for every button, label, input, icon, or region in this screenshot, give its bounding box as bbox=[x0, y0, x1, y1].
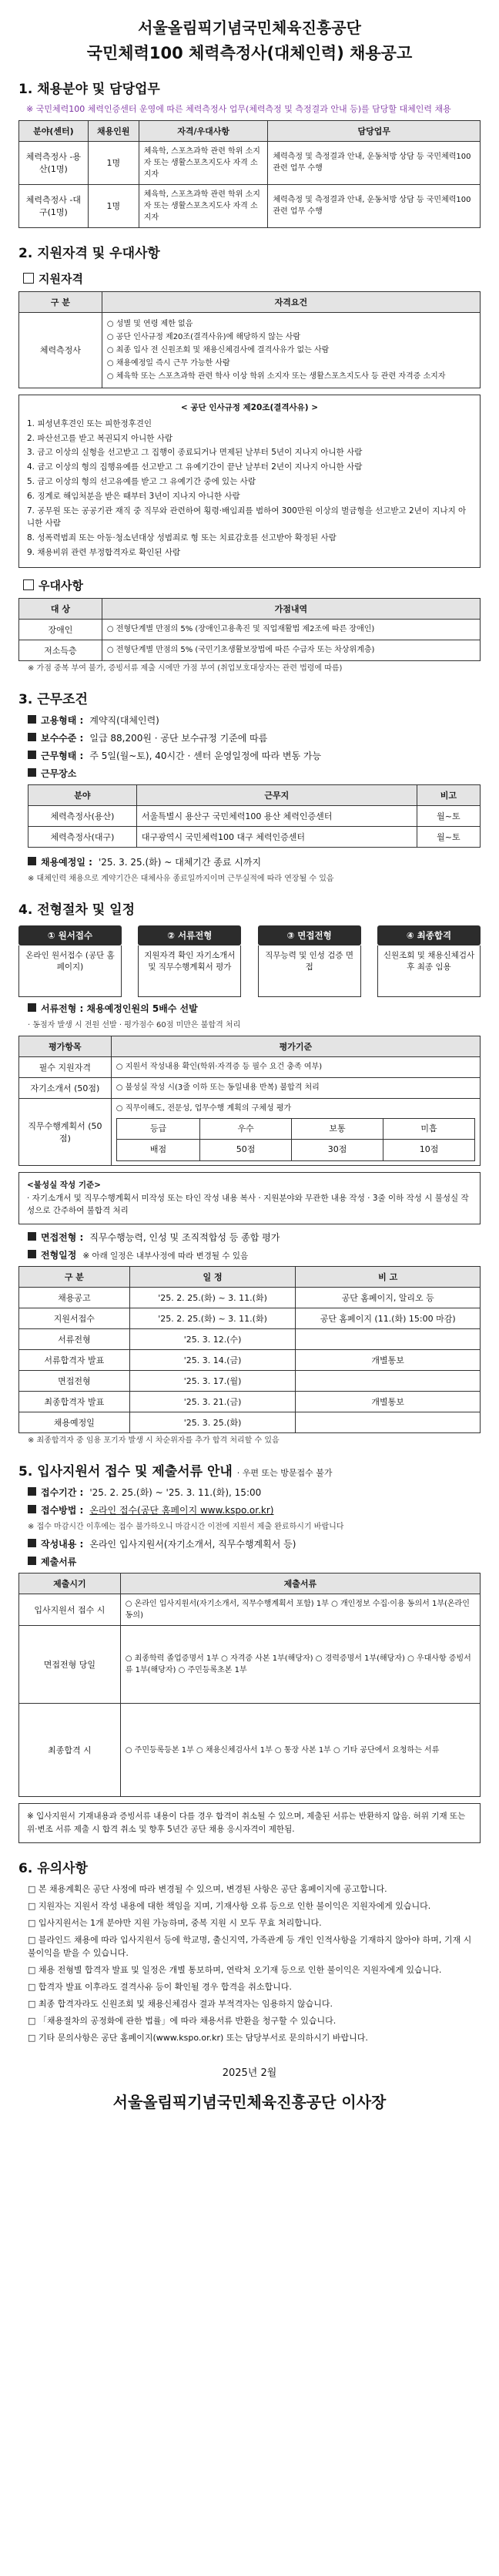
bullet-icon bbox=[28, 1539, 36, 1547]
cell: 체육학, 스포츠과학 관련 학위 소지자 또는 생활스포츠지도사 자격 소지자 bbox=[139, 141, 268, 184]
table-row bbox=[19, 619, 481, 640]
table-row bbox=[19, 1077, 481, 1098]
table-row bbox=[19, 1594, 481, 1626]
table-header-row bbox=[19, 598, 481, 619]
interview-row bbox=[28, 1231, 481, 1244]
table-header: 담당업무 bbox=[268, 120, 481, 141]
condition-label: 보수수준 : bbox=[41, 732, 84, 744]
table-header: 구 분 bbox=[19, 291, 102, 312]
condition-row bbox=[28, 767, 481, 780]
condition-row bbox=[28, 855, 481, 868]
table-header: 비고 bbox=[417, 784, 480, 805]
list-item: 2. 파산선고를 받고 복권되지 아니한 사람 bbox=[27, 433, 172, 443]
cell bbox=[296, 1412, 481, 1433]
form-label: 작성내용 : bbox=[41, 1539, 84, 1550]
cell: 저소득층 bbox=[19, 640, 102, 660]
section-4-title: 4. 전형절차 및 일정 bbox=[18, 902, 135, 918]
table-header: 일 정 bbox=[129, 1267, 296, 1288]
cell bbox=[296, 1371, 481, 1392]
condition-row bbox=[28, 714, 481, 727]
preference-table bbox=[18, 598, 481, 661]
table-row bbox=[19, 1371, 481, 1392]
schedule-footnote: ※ 최종합격자 중 임용 포기자 발생 시 차순위자를 추가 합격 처리할 수 있음 bbox=[28, 1436, 280, 1446]
step-desc: 온라인 원서접수 (공단 홈페이지) bbox=[18, 945, 122, 997]
eval-criteria: ○ 직무이해도, 전문성, 업무수행 계획의 구체성 평가 bbox=[116, 1103, 292, 1113]
condition-row bbox=[28, 731, 481, 744]
org-name: 서울올림픽기념국민체육진흥공단 bbox=[138, 18, 361, 37]
table-header: 근무지 bbox=[136, 784, 417, 805]
table-row bbox=[19, 312, 481, 388]
cell: 직무수행계획서 (50점) bbox=[19, 1098, 112, 1165]
subsection-label: 지원자격 bbox=[39, 271, 83, 286]
location-table bbox=[28, 784, 481, 848]
table-header: 채용인원 bbox=[88, 120, 139, 141]
bullet-icon bbox=[28, 857, 36, 865]
list-item: □ 입사지원서는 1개 분야만 지원 가능하며, 중복 지원 시 모두 무효 처리합니다. bbox=[28, 1917, 322, 1928]
list-item: 6. 징계로 해임처분을 받은 때부터 3년이 지나지 아니한 사람 bbox=[27, 491, 240, 501]
cell: 10점 bbox=[383, 1140, 475, 1161]
process-flow bbox=[18, 925, 481, 997]
condition-label: 채용예정일 : bbox=[41, 856, 92, 868]
box-text: · 자기소개서 및 직무수행계획서 미작성 또는 타인 작성 내용 복사 · 지원분야와 무관한 내용 작성 · 3줄 이하 작성 시 불성실 작성으로 간주하여 불합격 처리 bbox=[27, 1193, 469, 1216]
cell: ○ 불성실 작성 시(3줄 이하 또는 동일내용 반복) 불합격 처리 bbox=[111, 1077, 480, 1098]
cell: ○ 전형단계별 만점의 5% (장애인고용촉진 및 직업재활법 제2조에 따른 장애인) bbox=[102, 619, 480, 640]
cell: '25. 3. 25.(화) bbox=[129, 1412, 296, 1433]
cell: 면접전형 bbox=[19, 1371, 130, 1392]
cell: 등급 bbox=[116, 1118, 199, 1140]
screening-title: 서류전형 : 채용예정인원의 5배수 선발 bbox=[41, 1003, 198, 1014]
apply-label: 접수기간 : bbox=[41, 1487, 84, 1499]
cell: '25. 3. 14.(금) bbox=[129, 1350, 296, 1371]
section-1-title: 1. 채용분야 및 담당업무 bbox=[18, 82, 160, 97]
step-desc: 직무능력 및 인성 검증 면접 bbox=[258, 945, 361, 997]
table-row bbox=[19, 1704, 481, 1797]
table-header-row bbox=[19, 1573, 481, 1594]
announcement-date: 2025년 2월 bbox=[222, 2067, 277, 2080]
box-title: < 공단 인사규정 제20조(결격사유) > bbox=[180, 402, 319, 412]
table-header-row bbox=[19, 120, 481, 141]
bullet-icon bbox=[28, 1232, 36, 1241]
cell: '25. 3. 21.(금) bbox=[129, 1392, 296, 1412]
cell: 50점 bbox=[200, 1140, 292, 1161]
table-row bbox=[19, 184, 481, 227]
header bbox=[18, 15, 481, 64]
cell: 대구광역시 국민체력100 대구 체력인증센터 bbox=[136, 826, 417, 847]
list-item: 7. 공무원 또는 공공기관 재직 중 직무와 관련하여 횡령·배임죄를 범하여 300만원 이상의 벌금형을 선고받고 2년이 지나지 아니한 사람 bbox=[27, 505, 467, 529]
cell: 월~토 bbox=[417, 805, 480, 826]
process-step bbox=[18, 925, 122, 997]
table-row bbox=[116, 1140, 474, 1161]
table-row bbox=[19, 1056, 481, 1077]
cell: ○ 지원서 작성내용 확인(학위·자격증 등 필수 요건 충족 여부) bbox=[111, 1056, 480, 1077]
apply-row bbox=[28, 1486, 481, 1499]
condition-value: '25. 3. 25.(화) ~ 대체기간 종료 시까지 bbox=[98, 856, 262, 868]
section-5-label: 5. 입사지원서 접수 및 제출서류 안내 bbox=[18, 1464, 233, 1480]
table-row bbox=[19, 1329, 481, 1350]
table-row bbox=[19, 1308, 481, 1329]
positions-table bbox=[18, 120, 481, 228]
cell: 체력측정사(대구) bbox=[28, 826, 137, 847]
checkbox-icon bbox=[23, 273, 34, 284]
list-item: ○ 성별 및 연령 제한 없음 bbox=[106, 319, 193, 328]
interview-value: 직무수행능력, 인성 및 조직적합성 등 종합 평가 bbox=[89, 1232, 280, 1244]
apply-row bbox=[28, 1503, 481, 1516]
cell: '25. 3. 17.(월) bbox=[129, 1371, 296, 1392]
cell: ○ 최종학력 졸업증명서 1부 ○ 자격증 사본 1부(해당자) ○ 경력증명서 1부(해당자) ○ 우대사항 증빙서류 1부(해당자) ○ 주민등록초본 1부 bbox=[120, 1626, 480, 1704]
bullet-icon bbox=[28, 1003, 36, 1012]
form-value: 온라인 입사지원서(자기소개서, 직무수행계획서 등) bbox=[89, 1539, 296, 1550]
apply-value: '25. 2. 25.(화) ~ '25. 3. 11.(화), 15:00 bbox=[89, 1487, 262, 1499]
cell: 체력측정사 -용산(1명) bbox=[19, 141, 89, 184]
cell: 최종합격 시 bbox=[19, 1704, 121, 1797]
docs-row bbox=[28, 1555, 481, 1568]
step-name: ② 서류전형 bbox=[138, 925, 241, 945]
cell: 체력측정 및 측정결과 안내, 운동처방 상담 등 국민체력100 관련 업무 수행 bbox=[268, 184, 481, 227]
cell: ○ 전형단계별 만점의 5% (국민기초생활보장법에 따른 수급자 또는 차상위계층) bbox=[102, 640, 480, 660]
bullet-icon bbox=[28, 1505, 36, 1513]
table-row bbox=[19, 640, 481, 660]
screening-row bbox=[28, 1002, 481, 1015]
cell: 채용예정일 bbox=[19, 1412, 130, 1433]
bullet-icon bbox=[28, 1250, 36, 1258]
cell: 우수 bbox=[200, 1118, 292, 1140]
table-header: 분야(센터) bbox=[19, 120, 89, 141]
subsection-title bbox=[23, 577, 481, 593]
cell bbox=[111, 1098, 480, 1165]
table-header: 가점내역 bbox=[102, 598, 480, 619]
cell bbox=[296, 1329, 481, 1350]
list-item: ○ 체육학 또는 스포츠과학 관련 학사 이상 학위 소지자 또는 생활스포츠지도사 등 관련 자격증 소지자 bbox=[106, 371, 446, 381]
table-row bbox=[19, 1350, 481, 1371]
evaluation-table bbox=[18, 1036, 481, 1166]
cell: 면접전형 당일 bbox=[19, 1626, 121, 1704]
table-row bbox=[28, 805, 481, 826]
notice-list bbox=[28, 1882, 481, 2044]
condition-label: 근무형태 : bbox=[41, 750, 84, 761]
qualification-table bbox=[18, 291, 481, 388]
section-5-title bbox=[18, 1460, 481, 1479]
box-title: <불성실 작성 기준> bbox=[27, 1180, 101, 1190]
table-row bbox=[116, 1118, 474, 1140]
bullet-icon bbox=[28, 751, 36, 759]
condition-value: 일급 88,200원 · 공단 보수규정 기준에 따름 bbox=[89, 732, 268, 744]
table-header: 자격요건 bbox=[102, 291, 480, 312]
section-6-title: 6. 유의사항 bbox=[18, 1860, 88, 1876]
process-step bbox=[377, 925, 481, 997]
screening-note: · 동점자 발생 시 전원 선발 · 평가점수 60점 미만은 불합격 처리 bbox=[28, 1020, 241, 1029]
table-header-row bbox=[19, 1267, 481, 1288]
section-2-title: 2. 지원자격 및 우대사항 bbox=[18, 245, 160, 261]
bullet-icon bbox=[28, 1487, 36, 1496]
list-item: □ 합격자 발표 이후라도 결격사유 등이 확인될 경우 합격을 취소합니다. bbox=[28, 1981, 292, 1992]
table-row bbox=[19, 1392, 481, 1412]
form-row bbox=[28, 1537, 481, 1550]
section-3-title: 3. 근무조건 bbox=[18, 691, 88, 707]
qualification-list bbox=[102, 312, 480, 388]
cell: 필수 지원자격 bbox=[19, 1056, 112, 1077]
cell: 보통 bbox=[292, 1118, 383, 1140]
signature: 서울올림픽기념국민체육진흥공단 이사장 bbox=[112, 2093, 387, 2112]
period-note: ※ 대체인력 채용으로 계약기간은 대체사유 종료일까지이며 근무실적에 따라 연장될 수 있음 bbox=[28, 874, 334, 883]
docs-label: 제출서류 bbox=[41, 1557, 77, 1568]
table-row bbox=[19, 1098, 481, 1165]
interview-label: 면접전형 : bbox=[41, 1232, 84, 1244]
section-1-note: ※ 국민체력100 체력인증센터 운영에 따른 체력측정사 업무(체력측정 및 측정결과 안내 등)를 담당할 대체인력 채용 bbox=[26, 104, 451, 114]
cell: 30점 bbox=[292, 1140, 383, 1161]
condition-label: 근무장소 bbox=[41, 767, 77, 779]
cell: 체력측정사(용산) bbox=[28, 805, 137, 826]
schedule-label: 전형일정 bbox=[41, 1250, 77, 1261]
cell: 1명 bbox=[88, 184, 139, 227]
cell: 체력측정사 -대구(1명) bbox=[19, 184, 89, 227]
list-item: 4. 금고 이상의 형의 집행유예를 선고받고 그 유예기간이 끝난 날부터 2년이 지나지 아니한 사람 bbox=[27, 462, 363, 472]
subsection-title bbox=[23, 270, 481, 287]
apply-link[interactable]: 온라인 접수(공단 홈페이지 www.kspo.or.kr) bbox=[89, 1505, 274, 1516]
checkbox-icon bbox=[23, 579, 34, 590]
cell: ○ 주민등록등본 1부 ○ 채용신체검사서 1부 ○ 통장 사본 1부 ○ 기타 공단에서 요청하는 서류 bbox=[120, 1704, 480, 1797]
list-item: □ 최종 합격자라도 신원조회 및 채용신체검사 결과 부적격자는 임용하지 않습니다. bbox=[28, 1999, 333, 2010]
grade-table bbox=[116, 1118, 475, 1161]
section-5-note: · 우편 또는 방문접수 불가 bbox=[236, 1468, 333, 1479]
step-desc: 신원조회 및 채용신체검사 후 최종 임용 bbox=[377, 945, 481, 997]
table-header: 비 고 bbox=[296, 1267, 481, 1288]
cell: 입사지원서 접수 시 bbox=[19, 1594, 121, 1626]
step-name: ① 원서접수 bbox=[18, 925, 122, 945]
list-item: □ 지원자는 지원서 작성 내용에 대한 책임을 지며, 기재사항 오류 등으로 인한 불이익은 지원자에게 있습니다. bbox=[28, 1900, 431, 1911]
process-step bbox=[258, 925, 361, 997]
schedule-note: ※ 아래 일정은 내부사정에 따라 변경될 수 있음 bbox=[82, 1251, 249, 1261]
table-header-row bbox=[19, 291, 481, 312]
cell: 지원서접수 bbox=[19, 1308, 130, 1329]
table-row bbox=[19, 141, 481, 184]
list-item: □ 기타 문의사항은 공단 홈페이지(www.kspo.or.kr) 또는 담당부서로 문의하시기 바랍니다. bbox=[28, 2033, 368, 2044]
table-header: 제출시기 bbox=[19, 1573, 121, 1594]
apply-fine: ※ 접수 마감시간 이후에는 접수 불가하오니 마감시간 이전에 지원서 제출 완료하시기 바랍니다 bbox=[28, 1523, 344, 1532]
cell: 1명 bbox=[88, 141, 139, 184]
condition-value: 계약직(대체인력) bbox=[89, 714, 159, 726]
cell: 채용공고 bbox=[19, 1288, 130, 1308]
preference-note: ※ 가점 중복 부여 불가, 증빙서류 제출 시에만 가점 부여 (취업보호대상자는 관련 법령에 따름) bbox=[28, 663, 343, 673]
table-header-row bbox=[19, 1036, 481, 1056]
cell: 개별통보 bbox=[296, 1392, 481, 1412]
cell: 최종합격자 발표 bbox=[19, 1392, 130, 1412]
table-header: 제출서류 bbox=[120, 1573, 480, 1594]
cell: ○ 온라인 입사지원서(자기소개서, 직무수행계획서 포함) 1부 ○ 개인정보 수집·이용 동의서 1부(온라인 동의) bbox=[120, 1594, 480, 1626]
cell: 배점 bbox=[116, 1140, 199, 1161]
page-title: 국민체력100 체력측정사(대체인력) 채용공고 bbox=[86, 44, 413, 62]
cell: 체력측정 및 측정결과 안내, 운동처방 상담 등 국민체력100 관련 업무 수행 bbox=[268, 141, 481, 184]
cell: '25. 3. 12.(수) bbox=[129, 1329, 296, 1350]
table-header: 구 분 bbox=[19, 1267, 130, 1288]
list-item: □ 채용 전형별 합격자 발표 및 일정은 개별 통보하며, 연락처 오기재 등으로 인한 불이익은 지원자에게 있습니다. bbox=[28, 1964, 442, 1975]
cell: 체육학, 스포츠과학 관련 학위 소지자 또는 생활스포츠지도사 자격 소지자 bbox=[139, 184, 268, 227]
list-item: 9. 채용비위 관련 부정합격자로 확인된 사람 bbox=[27, 547, 181, 557]
cell: 개별통보 bbox=[296, 1350, 481, 1371]
process-step bbox=[138, 925, 241, 997]
table-header: 평가기준 bbox=[111, 1036, 480, 1056]
disqualification-box bbox=[18, 395, 481, 568]
schedule-row bbox=[28, 1248, 481, 1261]
condition-label: 고용형태 : bbox=[41, 714, 84, 726]
cell: 공단 홈페이지, 알리오 등 bbox=[296, 1288, 481, 1308]
list-item: □ 블라인드 채용에 따라 입사지원서 등에 학교명, 출신지역, 가족관계 등 개인 인적사항을 기재하지 않아야 하며, 기재 시 불이익을 받을 수 있습니다. bbox=[28, 1934, 472, 1958]
step-name: ④ 최종합격 bbox=[377, 925, 481, 945]
schedule-table bbox=[18, 1266, 481, 1433]
cell: 월~토 bbox=[417, 826, 480, 847]
cell: 서류합격자 발표 bbox=[19, 1350, 130, 1371]
condition-row bbox=[28, 749, 481, 762]
condition-value: 주 5일(월~토), 40시간 · 센터 운영일정에 따라 변동 가능 bbox=[89, 750, 322, 761]
cell: 공단 홈페이지 (11.(화) 15:00 마감) bbox=[296, 1308, 481, 1329]
cell: 미흡 bbox=[383, 1118, 475, 1140]
table-header: 분야 bbox=[28, 784, 137, 805]
bullet-icon bbox=[28, 1557, 36, 1565]
cell: 체력측정사 bbox=[19, 312, 102, 388]
cell: '25. 2. 25.(화) ~ 3. 11.(화) bbox=[129, 1288, 296, 1308]
apply-label: 접수방법 : bbox=[41, 1505, 84, 1516]
invalid-criteria-box bbox=[18, 1172, 481, 1224]
list-item: 3. 금고 이상의 실형을 선고받고 그 집행이 종료되거나 면제된 날부터 5년이 지나지 아니한 사람 bbox=[27, 448, 363, 458]
list-item: 8. 성폭력범죄 또는 아동·청소년대상 성범죄로 형 또는 치료감호를 선고받아 확정된 사람 bbox=[27, 533, 337, 543]
subsection-label: 우대사항 bbox=[39, 578, 83, 593]
list-item: □ 「채용절차의 공정화에 관한 법률」에 따라 채용서류 반환을 청구할 수 있습니다. bbox=[28, 2016, 337, 2027]
bullet-icon bbox=[28, 768, 36, 777]
cell: 서울특별시 용산구 국민체력100 용산 체력인증센터 bbox=[136, 805, 417, 826]
cell: '25. 2. 25.(화) ~ 3. 11.(화) bbox=[129, 1308, 296, 1329]
table-header-row bbox=[28, 784, 481, 805]
list-item: 5. 금고 이상의 형의 선고유예를 받고 그 유예기간 중에 있는 사람 bbox=[27, 476, 256, 486]
cell: 자기소개서 (50점) bbox=[19, 1077, 112, 1098]
list-item: ○ 공단 인사규정 제20조(결격사유)에 해당하지 않는 사람 bbox=[106, 332, 300, 341]
table-header: 평가항목 bbox=[19, 1036, 112, 1056]
table-row bbox=[19, 1288, 481, 1308]
cell: 장애인 bbox=[19, 619, 102, 640]
step-desc: 지원자격 확인 자기소개서 및 직무수행계획서 평가 bbox=[138, 945, 241, 997]
list-item: □ 본 채용계획은 공단 사정에 따라 변경될 수 있으며, 변경된 사항은 공단 홈페이지에 공고합니다. bbox=[28, 1883, 387, 1894]
documents-table bbox=[18, 1573, 481, 1797]
table-header: 자격/우대사항 bbox=[139, 120, 268, 141]
bullet-icon bbox=[28, 733, 36, 741]
cell: 서류전형 bbox=[19, 1329, 130, 1350]
list-item: ○ 채용예정일 즉시 근무 가능한 사람 bbox=[106, 358, 230, 368]
table-row bbox=[19, 1626, 481, 1704]
list-item: ○ 최종 입사 전 신원조회 및 채용신체검사에 결격사유가 없는 사람 bbox=[106, 345, 330, 354]
bullet-icon bbox=[28, 715, 36, 724]
list-item: 1. 피성년후견인 또는 피한정후견인 bbox=[27, 418, 152, 428]
documents-footnote: ※ 입사지원서 기재내용과 증빙서류 내용이 다를 경우 합격이 취소될 수 있으며, 제출된 서류는 반환하지 않음. 허위 기재 또는 위·변조 서류 제출 시 합격 취소 및 향후 5년간 공단 채용 응시자격이 제한됨. bbox=[18, 1803, 481, 1843]
table-row bbox=[19, 1412, 481, 1433]
table-row bbox=[28, 826, 481, 847]
step-name: ③ 면접전형 bbox=[258, 925, 361, 945]
table-header: 대 상 bbox=[19, 598, 102, 619]
